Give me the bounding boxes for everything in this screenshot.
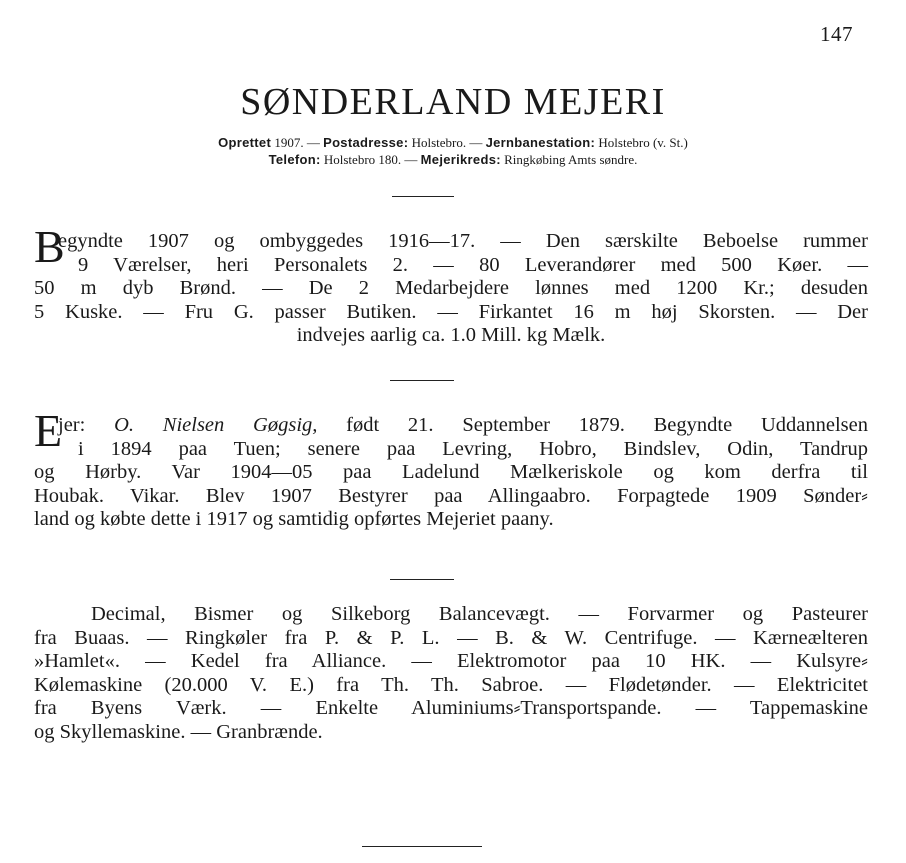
meta-value-postal: Holstebro. — — [408, 135, 486, 150]
meta-label-founded: Oprettet — [218, 135, 272, 150]
owner-prefix: jer: — [58, 414, 115, 436]
footer-rule — [362, 846, 482, 847]
text-line: og Hørby. Var 1904—05 paa Ladelund Mælkeriskole og kom derfra til — [34, 461, 868, 483]
meta-label-district: Mejerikreds: — [420, 152, 501, 167]
text-line: Kølemaskine (20.000 V. E.) fra Th. Th. Sabroe. — Flødetønder. — Elektricitet — [34, 673, 868, 696]
text-line: 50 m dyb Brønd. — De 2 Medarbejdere lønnes med 1200 Kr.; desuden — [34, 277, 868, 299]
owner-suffix: født 21. September 1879. Begyndte Uddannelsen — [317, 414, 868, 436]
text-line: fra Buaas. — Ringkøler fra P. & P. L. — B. & W. Centrifuge. — Kærneælteren — [34, 626, 868, 649]
divider-rule — [390, 380, 454, 381]
meta-line-1 — [0, 135, 906, 151]
text-line: Houbak. Vikar. Blev 1907 Bestyrer paa Allingaabro. Forpagtede 1909 Sønder⸗ — [34, 484, 868, 507]
text-line: 9 Værelser, heri Personalets 2. — 80 Leverandører med 500 Køer. — — [78, 253, 868, 276]
drop-cap-e: E — [34, 405, 63, 456]
drop-cap-b: B — [34, 221, 65, 272]
divider-rule — [392, 196, 454, 197]
text-line: fra Byens Værk. — Enkelte Aluminiums⸗Transportspande. — Tappemaskine — [34, 697, 868, 719]
divider-rule — [390, 579, 454, 580]
meta-value-phone: Holstebro 180. — — [320, 152, 421, 167]
page-number: 147 — [820, 22, 853, 46]
owner-name: O. Nielsen Gøgsig, — [114, 414, 318, 436]
text-line: indvejes aarlig ca. 1.0 Mill. kg Mælk. — [296, 324, 606, 346]
meta-label-phone: Telefon: — [268, 152, 321, 167]
meta-value-railway: Holstebro (v. St.) — [595, 135, 688, 150]
text-line — [34, 414, 868, 438]
meta-value-district: Ringkøbing Amts søndre. — [500, 152, 638, 167]
page-title: SØNDERLAND MEJERI — [240, 81, 666, 123]
equipment-paragraph — [34, 603, 868, 744]
meta-value-founded: 1907. — — [271, 135, 324, 150]
meta-label-railway: Jernbanestation: — [485, 135, 596, 150]
meta-line-2 — [0, 152, 906, 168]
text-line: i 1894 paa Tuen; senere paa Levring, Hobro, Bindslev, Odin, Tandrup — [78, 437, 868, 460]
text-line: Decimal, Bismer og Silkeborg Balancevægt. — Forvarmer og Pasteurer — [91, 603, 868, 625]
history-paragraph — [34, 230, 868, 348]
owner-paragraph — [34, 414, 868, 532]
text-line: egyndte 1907 og ombyggedes 1916—17. — Den særskilte Beboelse rummer — [58, 230, 868, 252]
meta-label-postal: Postadresse: — [323, 135, 409, 150]
text-line: 5 Kuske. — Fru G. passer Butiken. — Firkantet 16 m høj Skorsten. — Der — [34, 300, 868, 323]
text-line: og Skyllemaskine. — Granbrænde. — [34, 720, 323, 743]
text-line: land og købte dette i 1917 og samtidig opførtes Mejeriet paany. — [34, 508, 554, 530]
text-line: »Hamlet«. — Kedel fra Alliance. — Elektromotor paa 10 HK. — Kulsyre⸗ — [34, 650, 868, 672]
